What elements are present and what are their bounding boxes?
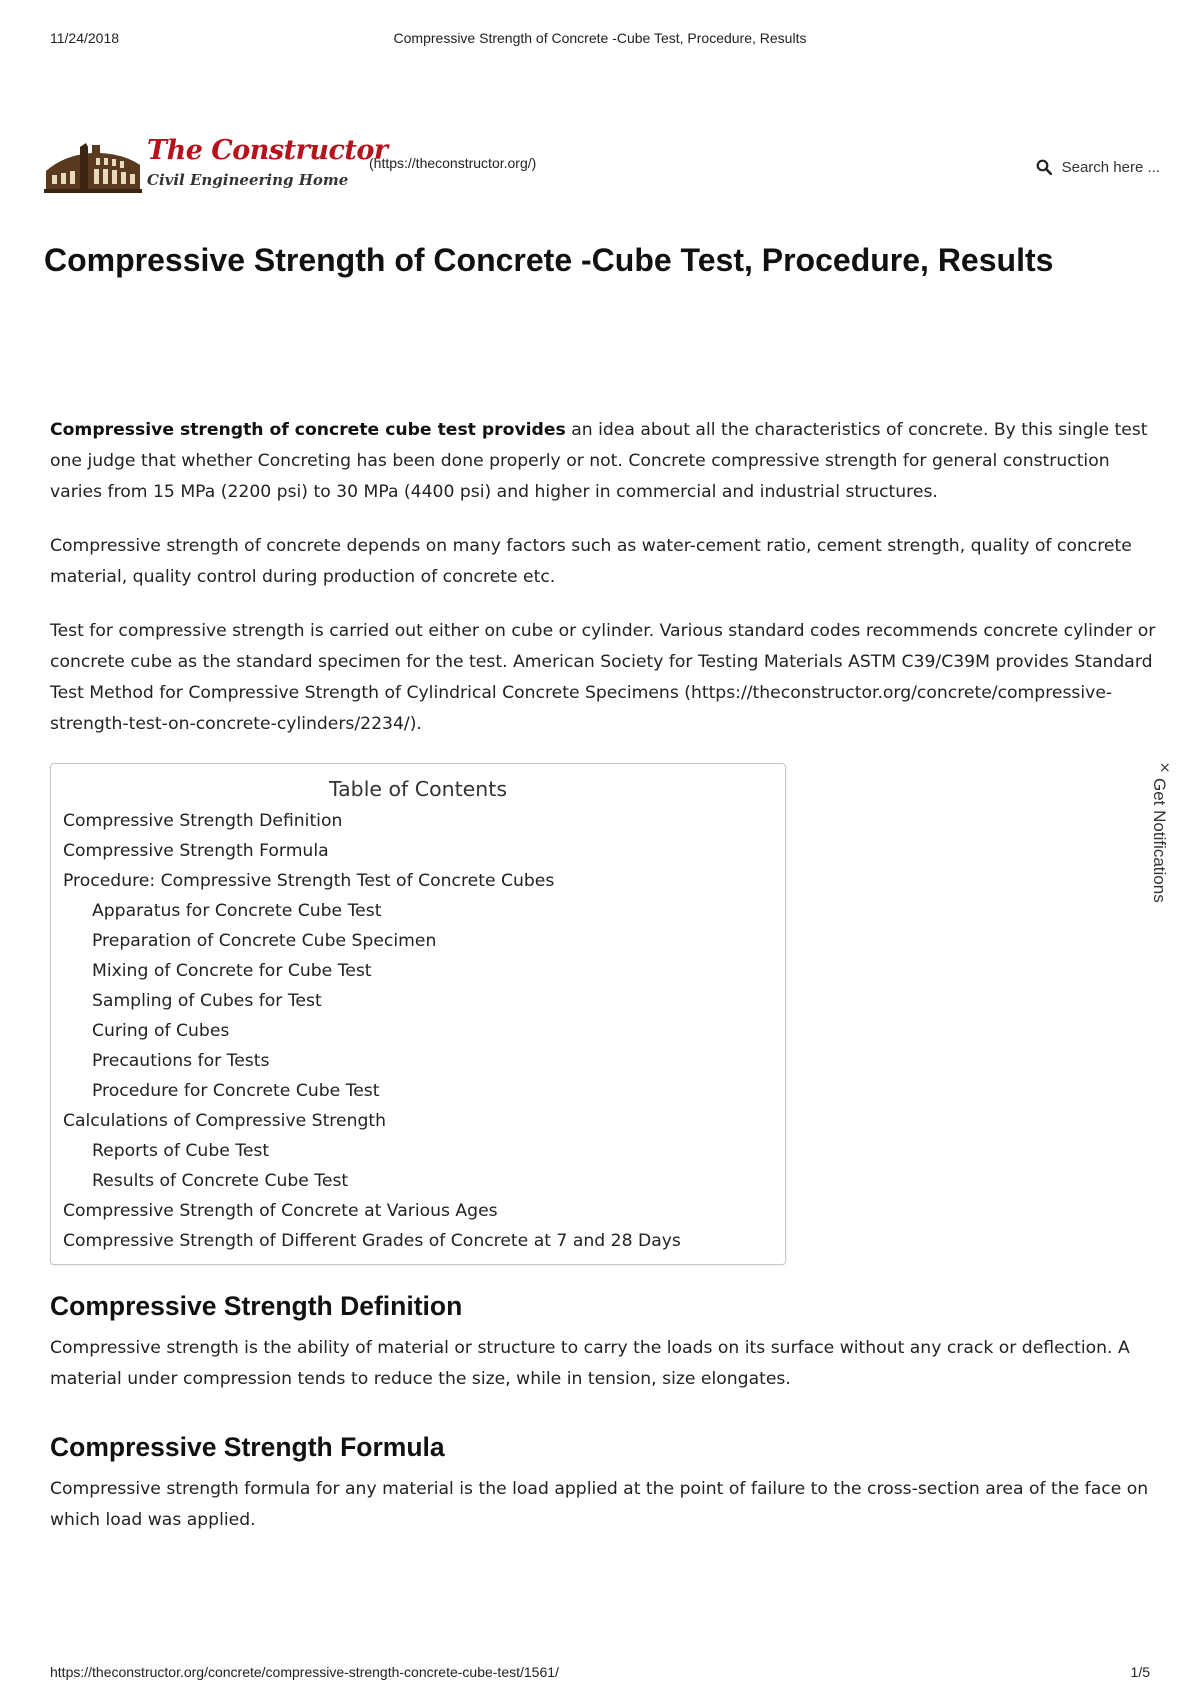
intro-paragraph (50, 415, 1160, 508)
colosseum-logo-icon (44, 141, 142, 193)
toc-item[interactable]: Reports of Cube Test (92, 1141, 270, 1161)
toc-item[interactable]: Calculations of Compressive Strength (63, 1111, 387, 1131)
logo-title: The Constructor (147, 135, 388, 166)
article-title: Compressive Strength of Concrete -Cube Test, Procedure, Results (44, 242, 1054, 278)
toc-item[interactable]: Procedure for Concrete Cube Test (92, 1081, 380, 1101)
cylinder-test-link[interactable]: (https://theconstructor.org/concrete/compressive-strength-test-on-concrete-cylinders/2234/). (50, 683, 1113, 734)
standards-text: Test for compressive strength is carried out either on cube or cylinder. Various standard codes recommends concrete cylinder or concrete cube as the standard specimen for the test. American Society for Testing Materials ASTM C39/C39M provides Standard Test Method for Compressive Strength of Cylindrical Concrete Specimens (50, 621, 1156, 703)
toc-title: Table of Contents (328, 777, 507, 801)
section-heading: Compressive Strength Formula (50, 1432, 445, 1462)
toc-item[interactable]: Preparation of Concrete Cube Specimen (92, 931, 437, 951)
article-body (50, 415, 1160, 1559)
print-page-title: Compressive Strength of Concrete -Cube Test, Procedure, Results (393, 30, 807, 46)
toc-list (63, 806, 773, 1256)
site-logo[interactable] (44, 135, 388, 195)
table-of-contents (50, 763, 786, 1265)
toc-item[interactable]: Results of Concrete Cube Test (92, 1171, 349, 1191)
search-icon[interactable] (1036, 159, 1052, 175)
toc-item[interactable]: Procedure: Compressive Strength Test of Concrete Cubes (63, 871, 555, 891)
logo-tagline: Civil Engineering Home (147, 171, 349, 189)
toc-item[interactable]: Compressive Strength of Different Grades of Concrete at 7 and 28 Days (63, 1231, 681, 1251)
search-box[interactable] (1036, 155, 1160, 179)
toc-item[interactable]: Compressive Strength Formula (63, 841, 329, 861)
toc-item[interactable]: Apparatus for Concrete Cube Test (92, 901, 382, 921)
toc-item[interactable]: Compressive Strength of Concrete at Various Ages (63, 1201, 498, 1221)
site-header (44, 135, 1160, 195)
toc-item[interactable]: Mixing of Concrete for Cube Test (92, 961, 372, 981)
print-header (0, 30, 1200, 50)
close-icon[interactable]: × (1159, 760, 1171, 776)
print-date: 11/24/2018 (50, 30, 120, 46)
print-page-number: 1/5 (1130, 1664, 1150, 1680)
section-body: Compressive strength is the ability of material or structure to carry the loads on its surface without any crack or deflection. A material under compression tends to reduce the size, while in tension, size elongates. (50, 1338, 1130, 1389)
toc-item[interactable]: Sampling of Cubes for Test (92, 991, 322, 1011)
article-sections (50, 1277, 1160, 1536)
home-link-url[interactable]: (https://theconstructor.org/) (369, 155, 537, 171)
factors-paragraph: Compressive strength of concrete depends on many factors such as water-cement ratio, cement strength, quality of concrete material, quality control during production of concrete etc. (50, 536, 1132, 587)
standards-paragraph (50, 616, 1160, 740)
intro-bold: Compressive strength of concrete cube test provides (50, 420, 566, 440)
toc-item[interactable]: Precautions for Tests (92, 1051, 270, 1071)
intro-text: an idea about all the characteristics of concrete. By this single test one judge that whether Concreting has been done properly or not. Concrete compressive strength for general construction varies from 15 MPa (2200 psi) to 30 MPa (4400 psi) and higher in commercial and industrial structures. (50, 420, 1148, 502)
print-footer-url: https://theconstructor.org/concrete/compressive-strength-concrete-cube-test/1561/ (50, 1664, 559, 1680)
toc-item[interactable]: Curing of Cubes (92, 1021, 230, 1041)
search-input[interactable]: Search here ... (1061, 158, 1160, 176)
print-footer (0, 1664, 1200, 1684)
get-notifications-label[interactable]: Get Notifications (1150, 778, 1169, 903)
section-body: Compressive strength formula for any material is the load applied at the point of failure to the cross-section area of the face on which load was applied. (50, 1479, 1149, 1530)
section-heading: Compressive Strength Definition (50, 1291, 463, 1321)
toc-item[interactable]: Compressive Strength Definition (63, 811, 343, 831)
get-notifications-tab[interactable] (1143, 760, 1173, 940)
